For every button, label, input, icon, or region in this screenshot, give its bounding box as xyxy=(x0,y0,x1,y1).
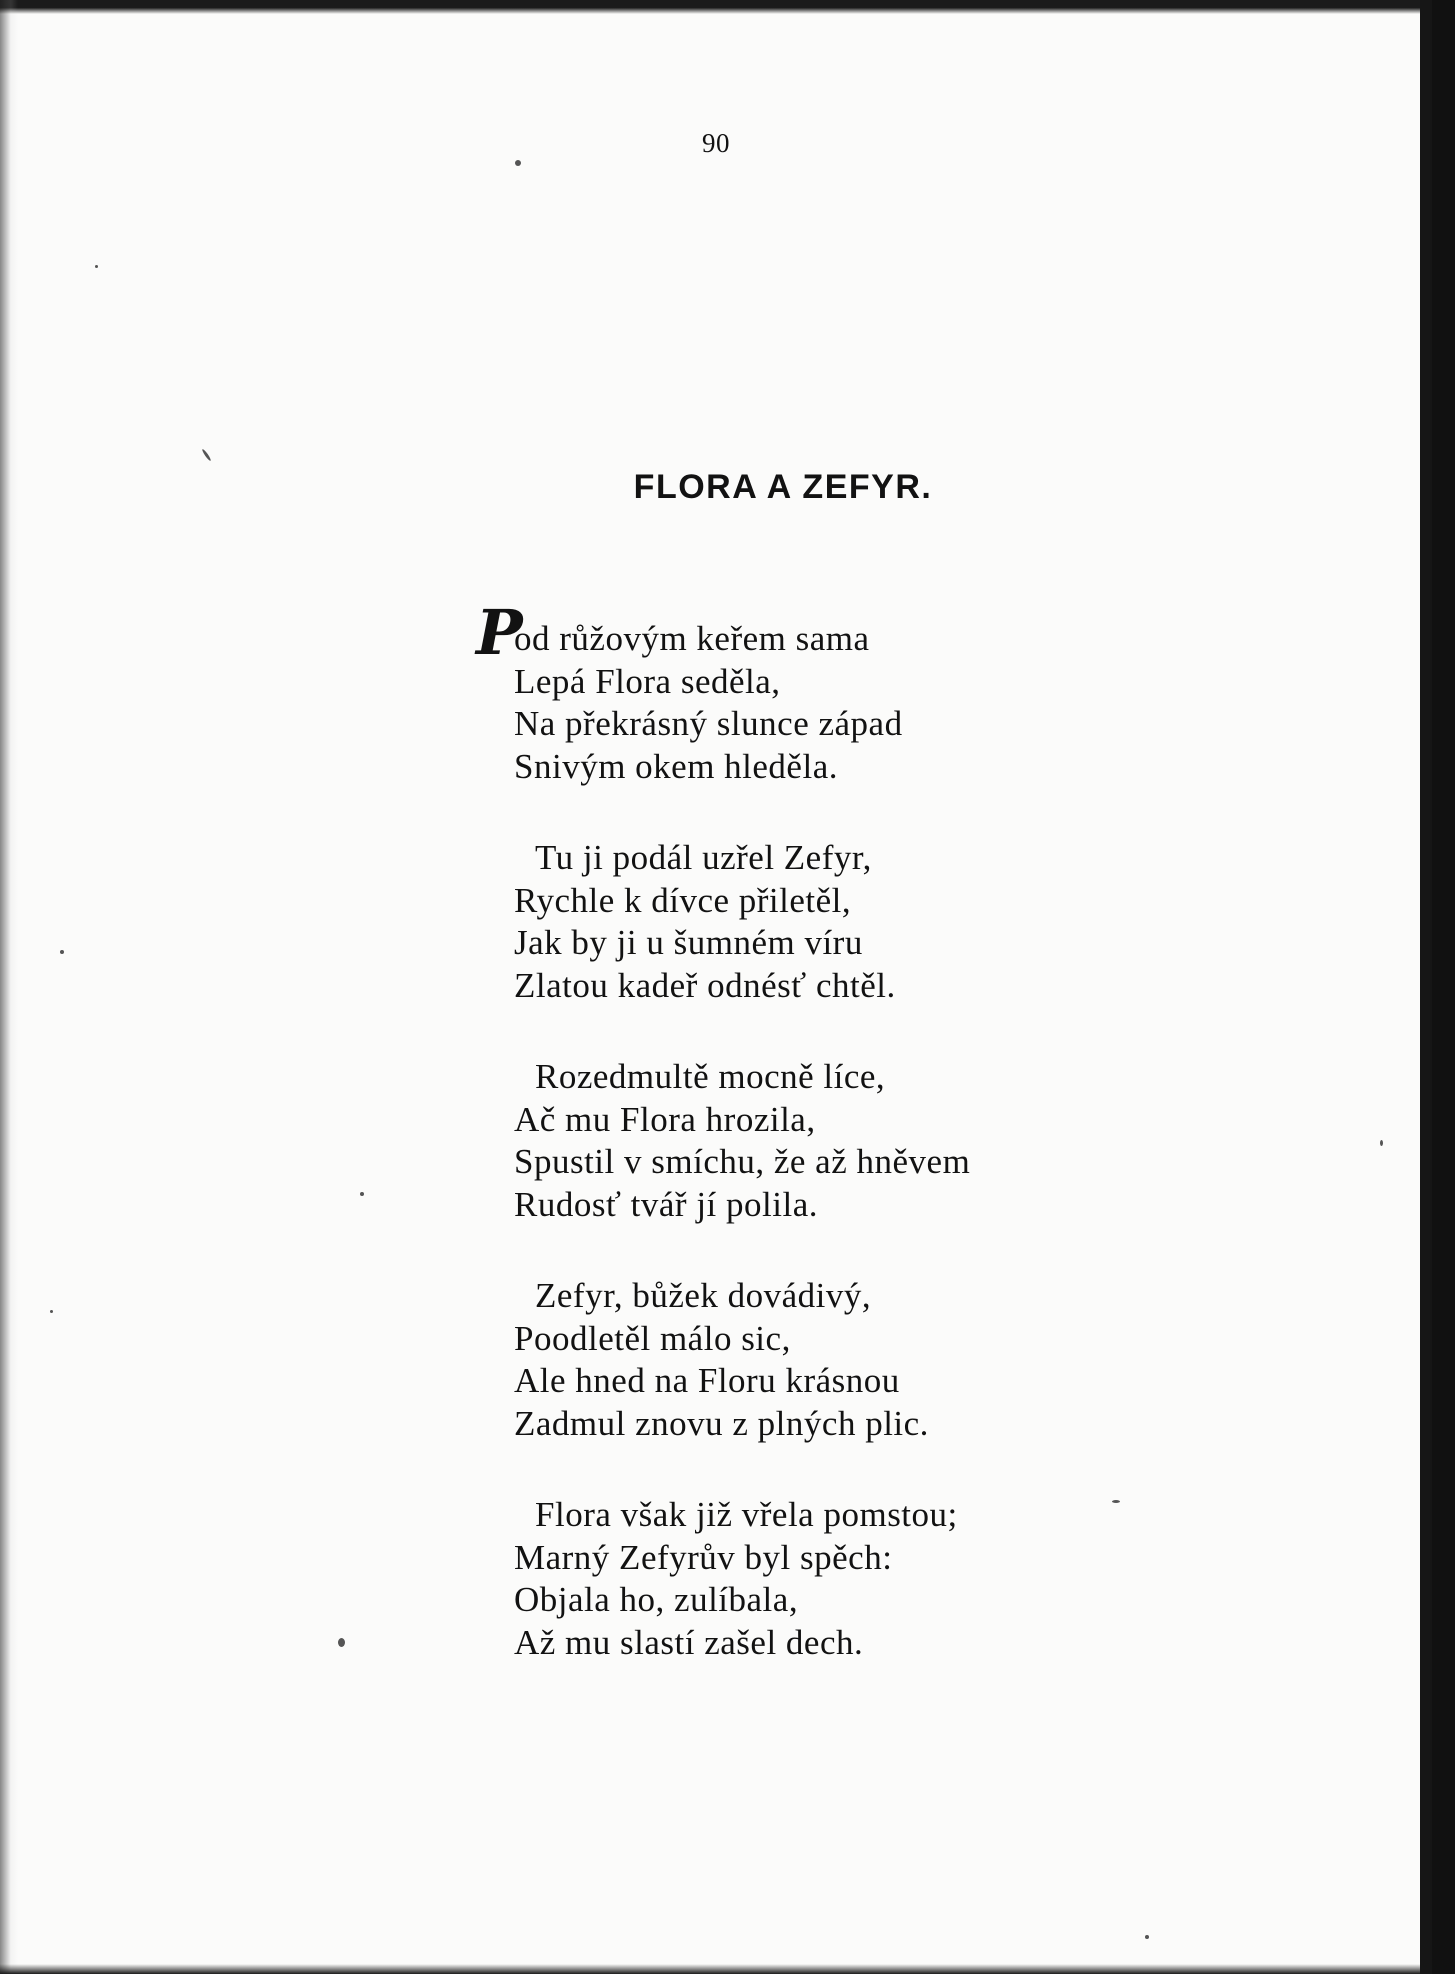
scan-speck xyxy=(60,950,64,954)
poem-line: Lepá Flora seděla, xyxy=(514,661,781,701)
poem-line xyxy=(476,596,1214,669)
scan-speck xyxy=(1380,1140,1383,1146)
scan-edge-left xyxy=(0,0,18,1974)
scan-edge-right xyxy=(1420,0,1432,1974)
poem-line: Rudosť tvář jí polila. xyxy=(514,1184,818,1224)
poem-body xyxy=(476,596,1214,1713)
scan-speck xyxy=(201,448,211,461)
poem-title: FLORA A ZEFYR. xyxy=(633,468,933,506)
poem-line: Spustil v smíchu, že až hněvem xyxy=(514,1142,971,1181)
page-number: 90 xyxy=(702,128,730,158)
stanza xyxy=(514,1275,1214,1445)
poem-line: Poodletěl málo sic, xyxy=(514,1318,791,1358)
poem-line: Flora však již vřela pomstou; xyxy=(535,1495,958,1534)
scan-speck xyxy=(1145,1935,1149,1939)
poem-line: Zefyr, bůžek dovádivý, xyxy=(535,1276,872,1315)
scan-speck xyxy=(95,265,98,268)
poem-line: Ač mu Flora hrozila, xyxy=(514,1099,816,1139)
scan-speck xyxy=(50,1310,53,1313)
poem-line: Marný Zefyrův byl spěch: xyxy=(514,1537,893,1577)
scan-speck xyxy=(338,1638,345,1647)
poem-line: Jak by ji u šumném víru xyxy=(514,923,863,962)
stanza xyxy=(514,1494,1214,1664)
stanza xyxy=(476,596,1214,788)
poem-line: Tu ji podál uzřel Zefyr, xyxy=(535,838,872,877)
poem-line: Ale hned na Floru krásnou xyxy=(514,1361,900,1400)
poem-line-text: od růžovým keřem sama xyxy=(514,619,870,658)
scan-edge-bottom xyxy=(0,1964,1432,1974)
scan-edge-top xyxy=(0,0,1432,14)
poem-line: Zlatou kadeř odnésť chtěl. xyxy=(514,965,896,1005)
stanza xyxy=(514,1056,1214,1226)
poem-line: Rychle k dívce přiletěl, xyxy=(514,880,852,920)
scan-speck xyxy=(515,160,521,166)
poem-line: Snivým okem hleděla. xyxy=(514,746,838,786)
drop-cap: P xyxy=(476,596,524,669)
poem-line: Až mu slastí zašel dech. xyxy=(514,1622,864,1662)
poem-line: Objala ho, zulíbala, xyxy=(514,1580,799,1619)
poem-line: Rozedmultě mocně líce, xyxy=(535,1057,886,1096)
scan-speck xyxy=(360,1192,364,1196)
poem-line: Zadmul znovu z plných plic. xyxy=(514,1403,929,1443)
stanza xyxy=(514,837,1214,1007)
poem-line: Na překrásný slunce západ xyxy=(514,704,903,743)
